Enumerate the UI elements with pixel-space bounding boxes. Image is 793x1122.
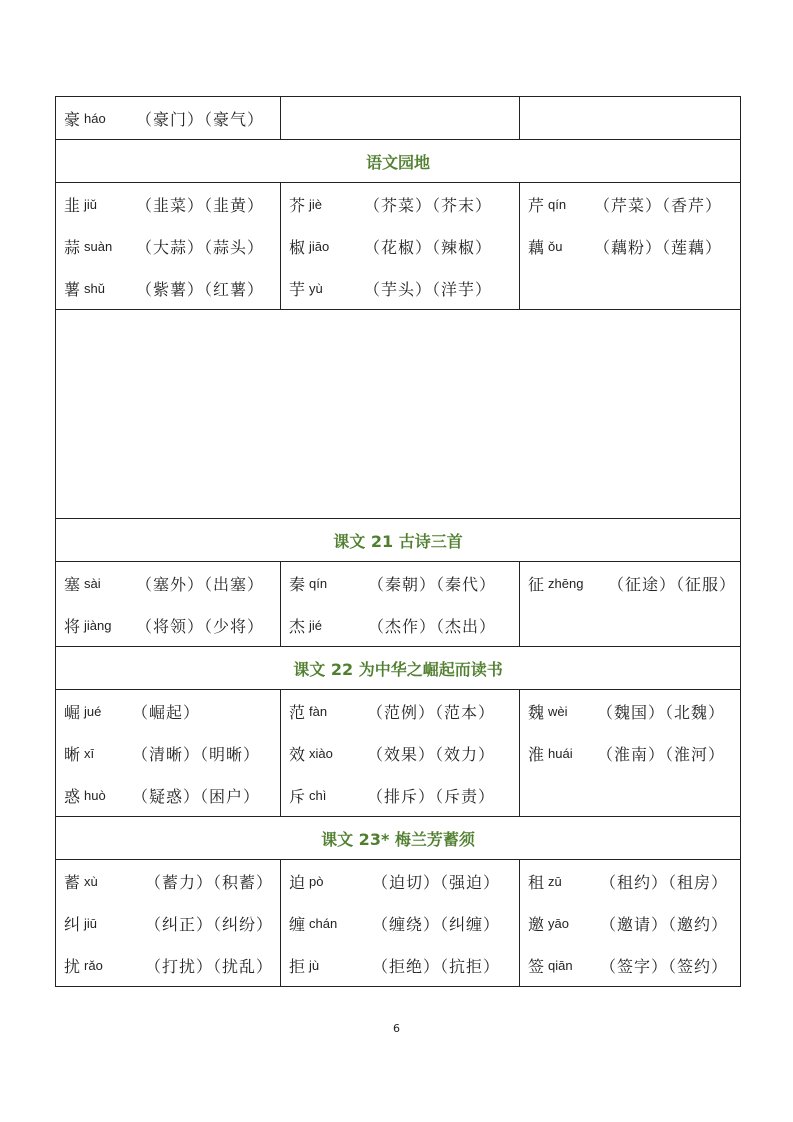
example-words: （芥菜）（芥末）	[364, 195, 493, 215]
pinyin: sài	[84, 575, 101, 591]
example-words: （邀请）（邀约）	[600, 914, 729, 934]
vocab-entry	[520, 860, 740, 902]
character: 扰	[64, 956, 81, 976]
vocab-entry	[281, 860, 519, 902]
pinyin: jiāo	[309, 238, 330, 254]
pinyin: xù	[84, 873, 98, 889]
character: 椒	[289, 237, 306, 257]
example-words: （纠正）（纠纷）	[145, 914, 274, 934]
vocab-entry	[56, 774, 280, 816]
character: 惑	[64, 786, 81, 806]
character: 将	[64, 616, 81, 636]
example-words: （将领）（少将）	[136, 616, 265, 636]
section-heading-row	[56, 140, 741, 183]
vocab-entry	[520, 225, 740, 267]
example-words: （豪门）（豪气）	[136, 109, 265, 129]
pinyin: xī	[84, 745, 95, 761]
character: 缠	[289, 914, 306, 934]
vocab-entry	[520, 562, 740, 604]
table-cell	[520, 690, 741, 817]
pinyin: huái	[548, 745, 573, 761]
example-words: （租约）（租房）	[600, 872, 729, 892]
vocab-entry	[281, 944, 519, 986]
section-title: 课文 22 为中华之崛起而读书	[56, 647, 741, 690]
pinyin: qín	[309, 575, 328, 591]
pinyin: yù	[309, 280, 323, 296]
vocab-entry	[56, 690, 280, 732]
pinyin: ǒu	[548, 238, 563, 254]
pinyin: jiàng	[84, 617, 112, 633]
vocab-entry	[56, 604, 280, 646]
vocab-entry	[520, 902, 740, 944]
vocab-entry	[520, 732, 740, 774]
example-words: （藕粉）（莲藕）	[594, 237, 723, 257]
pinyin: jiǔ	[84, 196, 98, 212]
vocab-entry	[281, 774, 519, 816]
page-number: 6	[393, 1022, 400, 1035]
vocab-entry	[520, 944, 740, 986]
pinyin: fàn	[309, 703, 328, 719]
section-title: 课文 23* 梅兰芳蓄须	[56, 817, 741, 860]
vocab-entry	[281, 604, 519, 646]
vocab-entry	[281, 732, 519, 774]
pinyin: jié	[309, 617, 323, 633]
character: 蓄	[64, 872, 81, 892]
character: 邀	[528, 914, 545, 934]
example-words: （花椒）（辣椒）	[364, 237, 493, 257]
example-words: （疑惑）（困户）	[132, 786, 261, 806]
pinyin: wèi	[548, 703, 568, 719]
table-cell	[56, 183, 281, 310]
vocab-entry	[281, 902, 519, 944]
vocab-entry	[56, 562, 280, 604]
vocab-entry	[56, 902, 280, 944]
character: 秦	[289, 574, 306, 594]
table-cell	[520, 183, 741, 310]
example-words: （崛起）	[132, 702, 201, 722]
example-words: （秦朝）（秦代）	[368, 574, 497, 594]
blank-cell	[56, 310, 741, 519]
pinyin: jiè	[309, 196, 323, 212]
section-heading-row	[56, 817, 741, 860]
example-words: （淮南）（淮河）	[597, 744, 726, 764]
character: 藕	[528, 237, 545, 257]
character: 豪	[64, 109, 81, 129]
pinyin: zhēng	[548, 575, 584, 591]
character: 租	[528, 872, 545, 892]
example-words: （迫切）（强迫）	[372, 872, 501, 892]
example-words: （拒绝）（抗拒）	[372, 956, 501, 976]
character: 纠	[64, 914, 81, 934]
table-cell	[520, 97, 741, 140]
character: 范	[289, 702, 306, 722]
character: 征	[528, 574, 545, 594]
pinyin: jù	[309, 957, 320, 973]
character: 崛	[64, 702, 81, 722]
pinyin: jiū	[84, 915, 98, 931]
table-row	[56, 690, 741, 817]
example-words: （打扰）（扰乱）	[145, 956, 274, 976]
table-cell	[281, 860, 520, 987]
vocab-entry	[56, 944, 280, 986]
table-row	[56, 97, 741, 140]
vocab-entry	[56, 225, 280, 267]
example-words: （芋头）（洋芋）	[364, 279, 493, 299]
blank-row	[56, 310, 741, 519]
character: 塞	[64, 574, 81, 594]
pinyin: shǔ	[84, 280, 105, 296]
character: 签	[528, 956, 545, 976]
section-heading-row	[56, 519, 741, 562]
table-cell	[56, 562, 281, 647]
pinyin: rǎo	[84, 957, 103, 973]
example-words: （排斥）（斥责）	[367, 786, 496, 806]
example-words: （塞外）（出塞）	[136, 574, 265, 594]
table-cell	[281, 562, 520, 647]
example-words: （芹菜）（香芹）	[594, 195, 723, 215]
vocab-entry	[281, 562, 519, 604]
character: 芥	[289, 195, 306, 215]
example-words: （清晰）（明晰）	[132, 744, 261, 764]
character: 杰	[289, 616, 306, 636]
vocabulary-table	[55, 96, 741, 987]
pinyin: pò	[309, 873, 324, 889]
table-cell	[520, 562, 741, 647]
character: 芹	[528, 195, 545, 215]
pinyin: chì	[309, 787, 327, 803]
character: 迫	[289, 872, 306, 892]
vocab-entry	[56, 732, 280, 774]
table-cell	[56, 97, 281, 140]
pinyin: jué	[84, 703, 102, 719]
table-cell	[56, 690, 281, 817]
section-heading-row	[56, 647, 741, 690]
character: 蒜	[64, 237, 81, 257]
character: 晰	[64, 744, 81, 764]
table-cell	[281, 183, 520, 310]
table-row	[56, 860, 741, 987]
character: 拒	[289, 956, 306, 976]
vocab-entry	[520, 690, 740, 732]
section-title: 语文园地	[56, 140, 741, 183]
vocab-entry	[56, 267, 280, 309]
example-words: （大蒜）（蒜头）	[136, 237, 265, 257]
table-row	[56, 183, 741, 310]
example-words: （范例）（范本）	[367, 702, 496, 722]
table-cell	[56, 860, 281, 987]
pinyin: yāo	[548, 915, 569, 931]
table-cell	[520, 860, 741, 987]
example-words: （韭菜）（韭黄）	[136, 195, 265, 215]
pinyin: chán	[309, 915, 338, 931]
example-words: （杰作）（杰出）	[368, 616, 497, 636]
example-words: （蓄力）（积蓄）	[145, 872, 274, 892]
character: 效	[289, 744, 306, 764]
vocab-entry	[520, 183, 740, 225]
pinyin: suàn	[84, 238, 113, 254]
example-words: （紫薯）（红薯）	[136, 279, 265, 299]
character: 淮	[528, 744, 545, 764]
character: 薯	[64, 279, 81, 299]
pinyin: zū	[548, 873, 562, 889]
table-row	[56, 562, 741, 647]
example-words: （效果）（效力）	[367, 744, 496, 764]
character: 韭	[64, 195, 81, 215]
pinyin: qiān	[548, 957, 573, 973]
vocab-entry	[281, 267, 519, 309]
character: 芋	[289, 279, 306, 299]
vocab-entry	[281, 183, 519, 225]
character: 斥	[289, 786, 306, 806]
table-cell	[281, 690, 520, 817]
pinyin: háo	[84, 110, 106, 126]
example-words: （魏国）（北魏）	[597, 702, 726, 722]
pinyin: qín	[548, 196, 567, 212]
section-title: 课文 21 古诗三首	[56, 519, 741, 562]
vocab-entry	[56, 183, 280, 225]
character: 魏	[528, 702, 545, 722]
example-words: （签字）（签约）	[600, 956, 729, 976]
pinyin: huò	[84, 787, 106, 803]
example-words: （征途）（征服）	[608, 574, 737, 594]
vocab-entry	[281, 225, 519, 267]
vocab-entry	[281, 690, 519, 732]
vocab-entry	[56, 860, 280, 902]
vocab-entry	[56, 97, 280, 139]
pinyin: xiào	[309, 745, 333, 761]
example-words: （缠绕）（纠缠）	[372, 914, 501, 934]
table-cell	[281, 97, 520, 140]
